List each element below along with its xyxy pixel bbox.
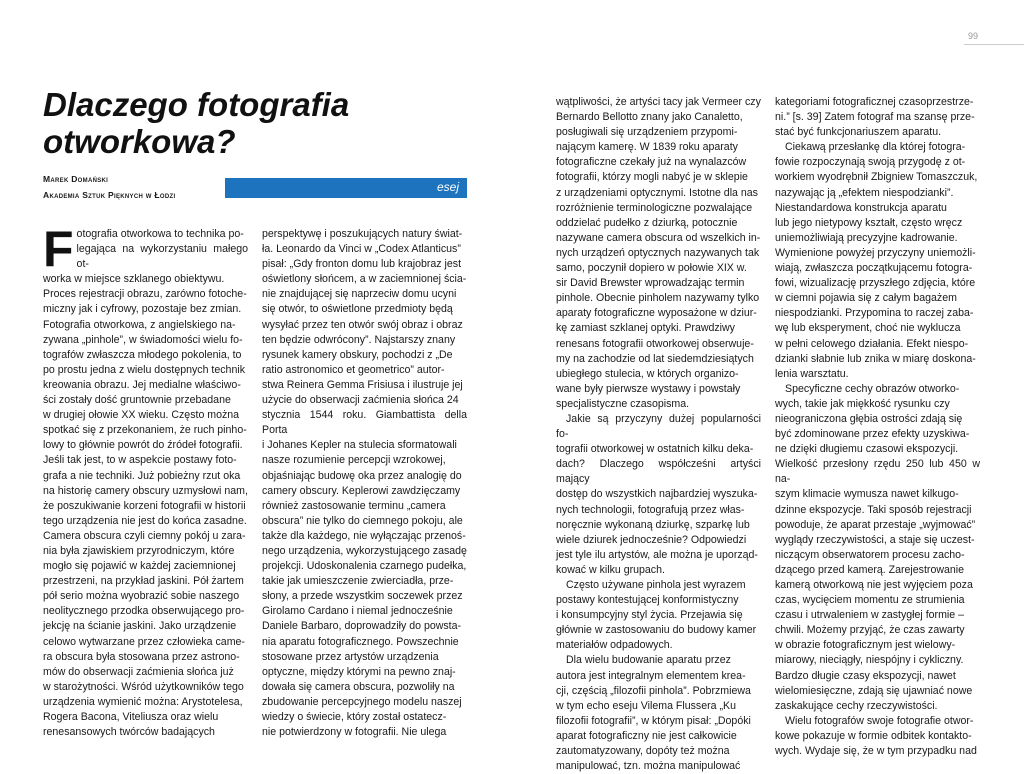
paragraph: Jakie są przyczyny dużej popularności fo- tografii otworkowej w ostatnich kilku deka- dach? Dlaczego współcześni artyści mający dostęp do wszystkich najbardziej wyszuka- nych technologii, fotografują przez włas- noręcznie wykonaną dziurkę, szparkę lub wiele dziurek jednocześnie? Odpowiedzi jest tyle ilu artystów, ale można je uporząd- kować w kilku grupach. xyxy=(556,412,761,576)
header-rule xyxy=(964,44,1024,45)
text-column-3 xyxy=(556,95,761,774)
paragraph: wątpliwości, że artyści tacy jak Vermeer czy Bernardo Bellotto znany jako Canaletto, posługiwali się urządzeniem przypomi- nającym kamerę. W 1839 roku aparaty fotograficzne czekały już na wynalazców fotografii, którzy mogli nabyć je w sklepie z urządzeniami optycznymi. Istotne dla nas rozróżnienie terminologiczne pozwalające oddzielać pudełko z dziurką, potocznie nazywane camera obscura od wszelkich in- nych urządzeń optycznych nazywanych tak samo, poczynił dopiero w połowie XIX w. sir David Brewster wprowadzając termin pinhole. Obecnie pinholem nazywamy tylko aparaty fotograficzne wyposażone w dziur- kę zamiast szklanej optyki. Prawdziwy renesans fotografii otworkowej obserwuje- my na zachodzie od lat siedemdziesiątych ubiegłego stulecia, w których organizo- wane były pierwsze wystawy i powstały specjalistyczne czasopisma. xyxy=(556,96,761,410)
paragraph: Ciekawą przesłankę dla której fotogra- fowie rozpoczynają swoją przygodę z ot- workiem wyodrębnił Zbigniew Tomaszczuk, nazywając ją „efektem niespodzianki”. Niestandardowa konstrukcja aparatu lub jego nietypowy kształt, często wręcz uniemożliwiają precyzyjne kadrowanie. Wymienione powyżej przyczyny uniemożli- wiają, zwłaszcza początkującemu fotogra- fowi, wizualizację przyszłego zdjęcia, które w ciemni pojawia się z całym bagażem niespodzianki. Przypomina to raczej zaba- wę lub eksperyment, choć nie wyklucza w pełni celowego działania. Efekt niespo- dzianki słabnie lub znika w miarę doskona- lenia warsztatu. xyxy=(775,141,978,380)
author-name: Marek Domański xyxy=(43,174,109,184)
text-column-2 xyxy=(262,227,467,740)
section-tag-bar xyxy=(225,178,467,198)
paragraph: kategoriami fotograficznej czasoprzestrze- ni.” [s. 39] Zatem fotograf ma szansę prze- stać być funkcjonariuszem aparatu. xyxy=(775,96,975,139)
author-affiliation: Akademia Sztuk Pięknych w Łodzi xyxy=(43,190,176,200)
text-column-4 xyxy=(775,95,980,759)
paragraph: Często używane pinhola jest wyrazem postawy kontestującej konformistyczny i konsumpcyjny styl życia. Przejawia się głównie w zastosowaniu do budowy kamer materiałów odpadowych. xyxy=(556,579,757,652)
article-title: Dlaczego fotografia otworkowa? xyxy=(43,86,350,160)
paragraph: Dla wielu budowanie aparatu przez autora jest integralnym elementem krea- cji, częścią „filozofii pinhola”. Pobrzmiewa w tym echo eseju Vilema Flussera „Ku filozofii fotografii”, w którym pisał: „Dopóki aparat fotograficzny nie jest całkowicie zautomatyzowany, dopóty też można manipulować, tzn. można manipulować xyxy=(556,654,751,773)
paragraph: Wielu fotografów swoje fotografie otwor- kowe pokazuje w formie odbitek kontakto- wych. Wydaje się, że w tym przypadku nad xyxy=(775,714,977,758)
section-tag-label: esej xyxy=(436,180,459,194)
paragraph: perspektywę i poszukujących natury świat- ła. Leonardo da Vinci w „Codex Atlanticus” pisał: „Gdy fronton domu lub krajobraz jest oświetlony słońcem, a w zaciemnionej ścia- nie znajdującej się naprzeciw domu ucyni się otwór, to oświetlone przedmioty będą wysyłać przez ten otwór swój obraz i obraz ten będzie odwrócony”. Najstarszy znany rysunek kamery obskury, pochodzi z „De ratio astronomico et geometrico” autor- stwa Reinera Gemma Frisiusa i ilustruje jej użycie do obserwacji zaćmienia słońca 24 stycznia 1544 roku. Giambattista della Porta i Johanes Kepler na stulecia sformatowali nasze rozumienie percepcji wzrokowej, objaśniając budowę oka przez analogię do camery obscury. Keplerowi zawdzięczamy również zastosowanie terminu „camera obscura” nie tylko do ciemnego pokoju, ale także dla każdego, nie wyłączając przenoś- nego urządzenia, wykorzystującego zasadę projekcji. Udoskonalenia czarnego pudełka, takie jak umieszczenie zwierciadła, prze- słony, a przede wszystkim soczewek przez Girolamo Cardano i niemal jednocześnie Daniele Barbaro, doprowadziły do powsta- nia aparatu fotograficznego. Powszechnie stosowane przez artystów urządzenia optyczne, między którymi na pewno znaj- dowała się camera obscura, pozwoliły na zbudowanie percepcyjnego modelu naszej wiedzy o świecie, który został ostatecz- nie potwierdzony w fotografii. Nie ulega xyxy=(262,228,467,739)
paragraph-text: otografia otworkowa to technika po- legająca na wykorzystaniu małego ot- worka w miejsce szklanego obiektywu. Proces rejestracji obrazu, zarówno fotoche- miczny jak i cyfrowy, pozostaje bez zmian. Fotografia otworkowa, z angielskiego na- zywana „pinhole”, w świadomości wielu fo- tografów zwłaszcza młodego pokolenia, to po prostu jedna z wielu dostępnych technik kreowania obrazu. Jej medialne właściwo- ści zostały dość gruntownie przebadane w drugiej ołowie XX wieku. Często można spotkać się z przekonaniem, że ruch pinho- lowy to głównie powrót do źródeł fotografii. Jeśli tak jest, to w aspekcie postawy foto- grafa a nie techniki. Już pobieżny rzut oka na historię camery obscury uzmysłowi nam, że poszukiwanie korzeni fotografii w historii tego urządzenia nie jest do końca zasadne. Camera obscura czyli ciemny pokój u zara- nia była zjawiskiem przyrodniczym, które mogło się pojawić w każdej zaciemnionej przestrzeni, na przykład jaskini. Pół żartem pół serio można wyobrazić sobie naszego neolitycznego przodka obserwującego pro- jekcję na ścianie jaskini. Jako urządzenie celowo wytwarzane przez człowieka came- ra obscura była stosowana przez astrono- mów do obserwacji zaćmienia słońca już w starożytności. Wśród użytkowników tego urządzenia wymienić można: Arystotelesa, Rogera Bacona, Viteliusza oraz wielu renesansowych twórców badających xyxy=(43,228,248,739)
paragraph: Specyficzne cechy obrazów otworko- wych, takie jak miękkość rysunku czy nieograniczona głębia ostrości zdają się być zdominowane przez efekty uzyskiwa- ne dzięki długiemu czasowi ekspozycji. Wielkość przesłony rzędu 250 lub 450 w na- szym klimacie wymusza nawet kilkugo- dzinne ekspozycje. Taki sposób rejestracji powoduje, że aparat przestaje „wyjmować” wyglądy rzeczywistości, a staje się uczest- niczącym obserwatorem procesu zacho- dzącego przed kamerą. Zarejestrowanie kamerą otworkową nie jest wyjęciem poza czas, wycięciem momentu ze strumienia czasu i utrwaleniem w zastygłej formie – chwili. Możemy przyjąć, że czas zawarty w obrazie fotograficznym jest wielowy- miarowy, nieciągły, niespójny i cykliczny. Bardzo długie czasy ekspozycji, nawet wielomiesięczne, zdają się ujawniać nowe zaskakujące cechy rzeczywistości. xyxy=(775,382,980,712)
text-column-1 xyxy=(43,221,248,740)
paragraph xyxy=(43,221,248,740)
page-number: 99 xyxy=(968,31,979,41)
drop-cap: F xyxy=(43,221,74,277)
